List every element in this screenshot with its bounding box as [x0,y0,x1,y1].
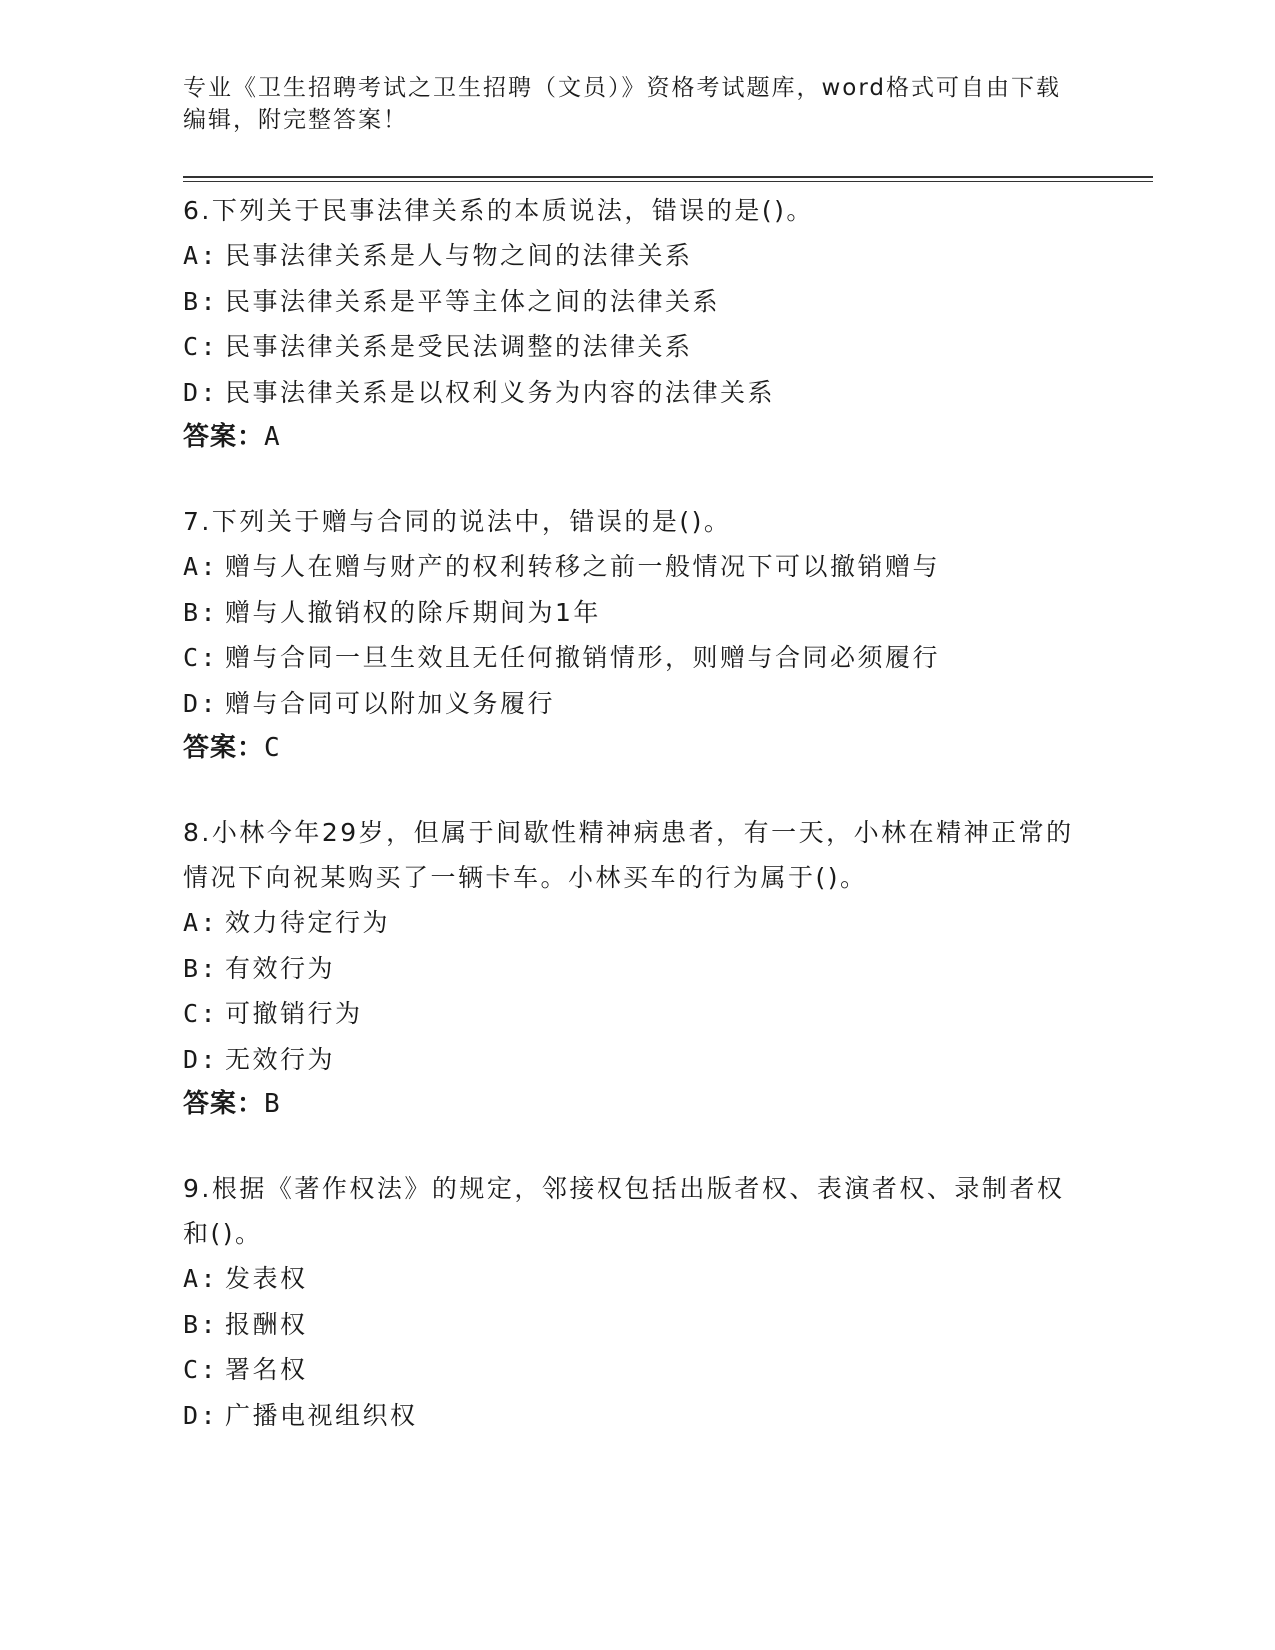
option-b [183,590,1083,636]
option-letter: A: [183,1264,219,1293]
option-letter: C: [183,643,219,672]
question-9 [183,1166,1083,1438]
option-text: 民事法律关系是平等主体之间的法律关系 [225,286,721,316]
option-letter: B: [183,597,219,627]
option-letter: B: [183,1309,219,1339]
option-c [183,635,1083,681]
header-divider [183,176,1153,182]
option-text: 广播电视组织权 [225,1400,418,1430]
option-letter: D: [183,1400,219,1430]
option-d [183,370,1083,416]
option-letter: C: [183,332,219,361]
option-text: 民事法律关系是受民法调整的法律关系 [225,332,693,361]
option-text: 效力待定行为 [225,908,391,937]
option-d [183,1037,1083,1083]
option-text: 发表权 [225,1264,308,1293]
answer-line [183,415,1083,459]
option-letter: A: [183,908,219,937]
option-a [183,544,1083,590]
option-letter: D: [183,1044,219,1074]
option-d [183,681,1083,727]
option-letter: D: [183,377,219,407]
option-b [183,1302,1083,1348]
option-b [183,946,1083,992]
option-a [183,1256,1083,1302]
header-text: 专业《卫生招聘考试之卫生招聘（文员）》资格考试题库，word格式可自由下载编辑，附完整答案！ [183,75,1062,133]
option-c [183,324,1083,370]
question-8 [183,810,1083,1126]
answer-label: 答案： [183,1089,265,1119]
option-a [183,900,1083,946]
option-letter: D: [183,688,219,718]
answer-value: C [264,733,281,763]
option-letter: B: [183,286,219,316]
option-letter: B: [183,953,219,983]
question-stem: 8.小林今年29岁，但属于间歇性精神病患者，有一天，小林在精神正常的情况下向祝某购买了一辆卡车。小林买车的行为属于()。 [183,818,1074,892]
option-text: 赠与人在赠与财产的权利转移之前一般情况下可以撤销赠与 [225,552,941,581]
question-stem: 7.下列关于赠与合同的说法中，错误的是()。 [183,507,732,536]
option-text: 可撤销行为 [225,999,363,1028]
option-text: 赠与合同一旦生效且无任何撤销情形，则赠与合同必须履行 [225,643,941,672]
option-d [183,1393,1083,1439]
option-text: 赠与人撤销权的除斥期间为1年 [225,597,601,627]
option-text: 民事法律关系是人与物之间的法律关系 [225,241,693,270]
option-letter: A: [183,241,219,270]
answer-value: A [264,422,281,452]
answer-value: B [264,1089,281,1119]
option-text: 无效行为 [225,1044,336,1074]
question-6 [183,188,1083,459]
question-stem: 9.根据《著作权法》的规定，邻接权包括出版者权、表演者权、录制者权和()。 [183,1174,1065,1248]
option-a [183,233,1083,279]
option-text: 赠与合同可以附加义务履行 [225,688,556,718]
answer-line [183,726,1083,770]
question-list [183,188,1083,1478]
option-text: 有效行为 [225,953,336,983]
divider-line-bottom [183,181,1153,182]
divider-line-top [183,176,1153,178]
document-header [183,72,1063,136]
question-7 [183,499,1083,770]
option-text: 报酬权 [225,1309,308,1339]
answer-line [183,1082,1083,1126]
option-c [183,991,1083,1037]
answer-label: 答案： [183,733,265,763]
option-letter: A: [183,552,219,581]
answer-label: 答案： [183,422,265,452]
option-text: 署名权 [225,1355,308,1384]
question-stem: 6.下列关于民事法律关系的本质说法，错误的是()。 [183,196,814,225]
option-c [183,1347,1083,1393]
option-letter: C: [183,999,219,1028]
option-text: 民事法律关系是以权利义务为内容的法律关系 [225,377,776,407]
option-letter: C: [183,1355,219,1384]
option-b [183,279,1083,325]
